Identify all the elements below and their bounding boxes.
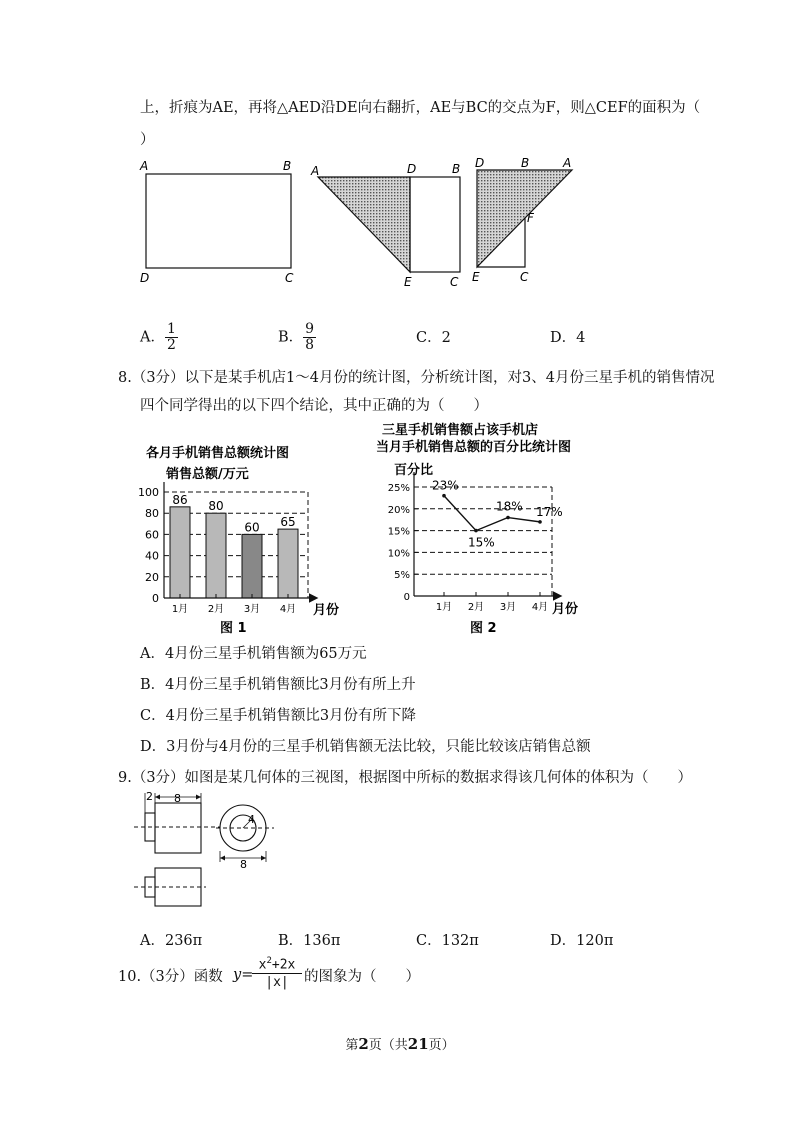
chart1-caption: 图 1 (220, 621, 247, 636)
chart1-ytick-label: 0 (152, 592, 159, 605)
chart2-point (442, 494, 446, 498)
q7-option-b-num: 9 (305, 321, 315, 337)
q7-option-d-label: D． (550, 330, 577, 346)
q9-option-d (550, 929, 613, 950)
q9-three-views (130, 788, 290, 910)
q7-fig2-label-E: E (404, 275, 412, 289)
chart1-bar (170, 507, 190, 598)
chart2-title-line1: 三星手机销售额占该手机店 (382, 423, 539, 438)
q10-prefix: 10.（3分）函数 (118, 969, 223, 985)
chart2-ytick-label: 15% (387, 526, 410, 538)
q10-fraction (252, 953, 302, 992)
footer-p3: 页） (428, 1038, 455, 1053)
q9-dim-b: 8 (174, 792, 181, 805)
chart1-ylabel: 销售总额/万元 (166, 467, 249, 482)
q8-option-a: A．4月份三星手机销售额为65万元 (140, 646, 367, 662)
chart1-ytick-label: 80 (145, 507, 159, 521)
q7-fig2-triangle (318, 177, 410, 272)
chart2-ytick-label: 0 (403, 592, 410, 603)
q7-option-a-den: 2 (166, 337, 176, 353)
chart2-point (506, 516, 510, 520)
chart1-xtick-label: 1月 (171, 604, 189, 615)
q7-text-line2: ） (140, 132, 155, 148)
q8-option-c: C．4月份三星手机销售额比3月份有所下降 (140, 708, 417, 724)
chart2-data-label: 23% (432, 478, 459, 493)
footer-page-number: 2 (358, 1035, 369, 1053)
q7-figures (130, 150, 600, 290)
chart2-xtick-label: 3月 (499, 602, 517, 613)
q9-option-c-value: 132π (441, 933, 479, 949)
q7-fig3-label-D: D (475, 156, 485, 170)
q8-stem-line2: 四个同学得出的以下四个结论，其中正确的为（ ） (140, 398, 488, 414)
q7-fig2-label-C: C (450, 275, 459, 289)
q9-option-c-label: C． (416, 933, 442, 949)
chart1-ytick-label: 60 (145, 528, 159, 542)
q9-option-a-label: A． (140, 933, 165, 949)
chart1-data-label: 65 (280, 515, 296, 530)
q7-option-a-num: 1 (166, 321, 176, 337)
chart1-data-label: 86 (172, 492, 188, 507)
q7-fig1-rect (146, 174, 291, 268)
q7-option-b-frac (303, 322, 316, 353)
q7-option-b (278, 322, 316, 353)
q8-stem-line1: 8.（3分）以下是某手机店1～4月份的统计图，分析统计图，对3、4月份三星手机的销售情况 (118, 370, 715, 386)
q7-option-b-den: 8 (305, 337, 315, 353)
chart1-xlabel: 月份 (313, 603, 340, 618)
chart1-xtick-label: 4月 (279, 604, 297, 615)
q7-fig2-label-B: B (452, 162, 461, 176)
q7-option-a-frac (165, 322, 178, 353)
q10-denominator: |x| (265, 975, 289, 991)
chart1-ytick-label: 20 (145, 570, 159, 584)
q9-option-c (416, 929, 479, 950)
q9-top-view (134, 868, 206, 906)
q9-option-b-value: 136π (303, 933, 341, 949)
q7-fig3-label-A: A (563, 156, 572, 170)
q7-fig1-label-B: B (283, 159, 292, 173)
q9-option-b (278, 929, 340, 950)
chart1-ytick-label: 100 (138, 486, 159, 499)
q7-fig1-label-C: C (285, 271, 294, 285)
q7-option-c (416, 326, 451, 347)
chart2-ytick-label: 20% (387, 504, 410, 516)
q7-fig3-label-B: B (521, 156, 530, 170)
q10-suffix: 的图象为（ ） (304, 969, 420, 985)
chart2-point (474, 529, 478, 533)
chart2-ytick-label: 10% (387, 548, 410, 560)
chart1-data-label: 80 (208, 499, 224, 514)
q9-option-b-label: B． (278, 933, 304, 949)
q10-var: y (233, 967, 242, 983)
page-footer (0, 1034, 800, 1053)
q10-numerator (252, 953, 302, 974)
q9-option-d-value: 120π (576, 933, 614, 949)
q7-option-a (140, 322, 178, 353)
q9-side-view (216, 805, 274, 871)
q7-fig1-label-A: A (140, 159, 149, 173)
chart2-point (538, 520, 542, 524)
q7-fig3-label-E: E (472, 270, 480, 284)
chart2-xlabel: 月份 (552, 602, 579, 617)
q8-option-b: B．4月份三星手机销售额比3月份有所上升 (140, 677, 416, 693)
q7-option-b-label: B． (278, 329, 304, 346)
footer-p2: 页（共 (368, 1038, 408, 1053)
q7-fig3-label-F: F (527, 211, 534, 225)
chart1-xtick-label: 3月 (243, 604, 261, 615)
chart2-data-label: 17% (536, 504, 563, 519)
chart1-title: 各月手机销售总额统计图 (146, 446, 290, 461)
footer-p1: 第 (345, 1038, 359, 1053)
q9-option-a (140, 929, 202, 950)
q9-stem: 9.（3分）如图是某几何体的三视图，根据图中所标的数据求得该几何体的体积为（ ） (118, 770, 693, 786)
q10-num-rest: +2x (271, 957, 296, 973)
chart2-data-label: 18% (496, 499, 523, 514)
footer-total-pages: 21 (407, 1035, 429, 1053)
chart1-bar (206, 513, 226, 598)
chart2-ytick-label: 25% (387, 483, 410, 494)
q7-fig3-label-C: C (520, 270, 529, 284)
q7-text-line1: 上，折痕为AE，再将△AED沿DE向右翻折，AE与BC的交点为F，则△CEF的面积为（ (140, 100, 701, 116)
q9-front-view (134, 790, 220, 853)
chart1-ytick-label: 40 (145, 549, 159, 563)
q10-lhs (233, 967, 253, 983)
q9-dim-d: 8 (240, 858, 247, 871)
q10-eq: = (241, 967, 254, 983)
q8-option-d: D．3月份与4月份的三星手机销售额无法比较，只能比较该店销售总额 (140, 739, 591, 755)
q7-option-c-label: C． (416, 330, 442, 346)
q7-fig2-label-A: A (311, 164, 320, 178)
chart2-data-label: 15% (468, 535, 495, 550)
q7-option-d-value: 4 (576, 330, 586, 346)
bar-chart (128, 420, 368, 640)
q9-option-d-label: D． (550, 933, 577, 949)
q7-option-a-label: A． (140, 329, 165, 346)
chart2-ytick-label: 5% (394, 570, 410, 582)
q9-dim-c: 4 (248, 813, 255, 826)
chart2-ylabel: 百分比 (394, 463, 434, 478)
q7-fig1-label-D: D (140, 271, 150, 285)
chart2-series-line (444, 496, 540, 531)
chart2-title-line2: 当月手机销售总额的百分比统计图 (376, 440, 572, 455)
q9-dim-a: 2 (146, 790, 153, 803)
chart1-xtick-label: 2月 (207, 604, 225, 615)
q10-num-x: x (258, 957, 267, 973)
q10-num-sup: 2 (266, 956, 272, 966)
chart2-caption: 图 2 (470, 621, 497, 636)
chart2-xtick-label: 4月 (531, 602, 549, 613)
chart1-bar (242, 534, 262, 598)
q7-option-d (550, 326, 585, 347)
q7-option-c-value: 2 (441, 330, 451, 346)
chart2-xtick-label: 1月 (435, 602, 453, 613)
chart2-xtick-label: 2月 (467, 602, 485, 613)
chart1-data-label: 60 (244, 520, 260, 535)
q7-fig2-rect (410, 177, 460, 272)
q9-option-a-value: 236π (164, 933, 203, 949)
chart1-bar (278, 529, 298, 598)
line-chart (374, 420, 594, 640)
q7-fig2-label-D: D (407, 162, 417, 176)
